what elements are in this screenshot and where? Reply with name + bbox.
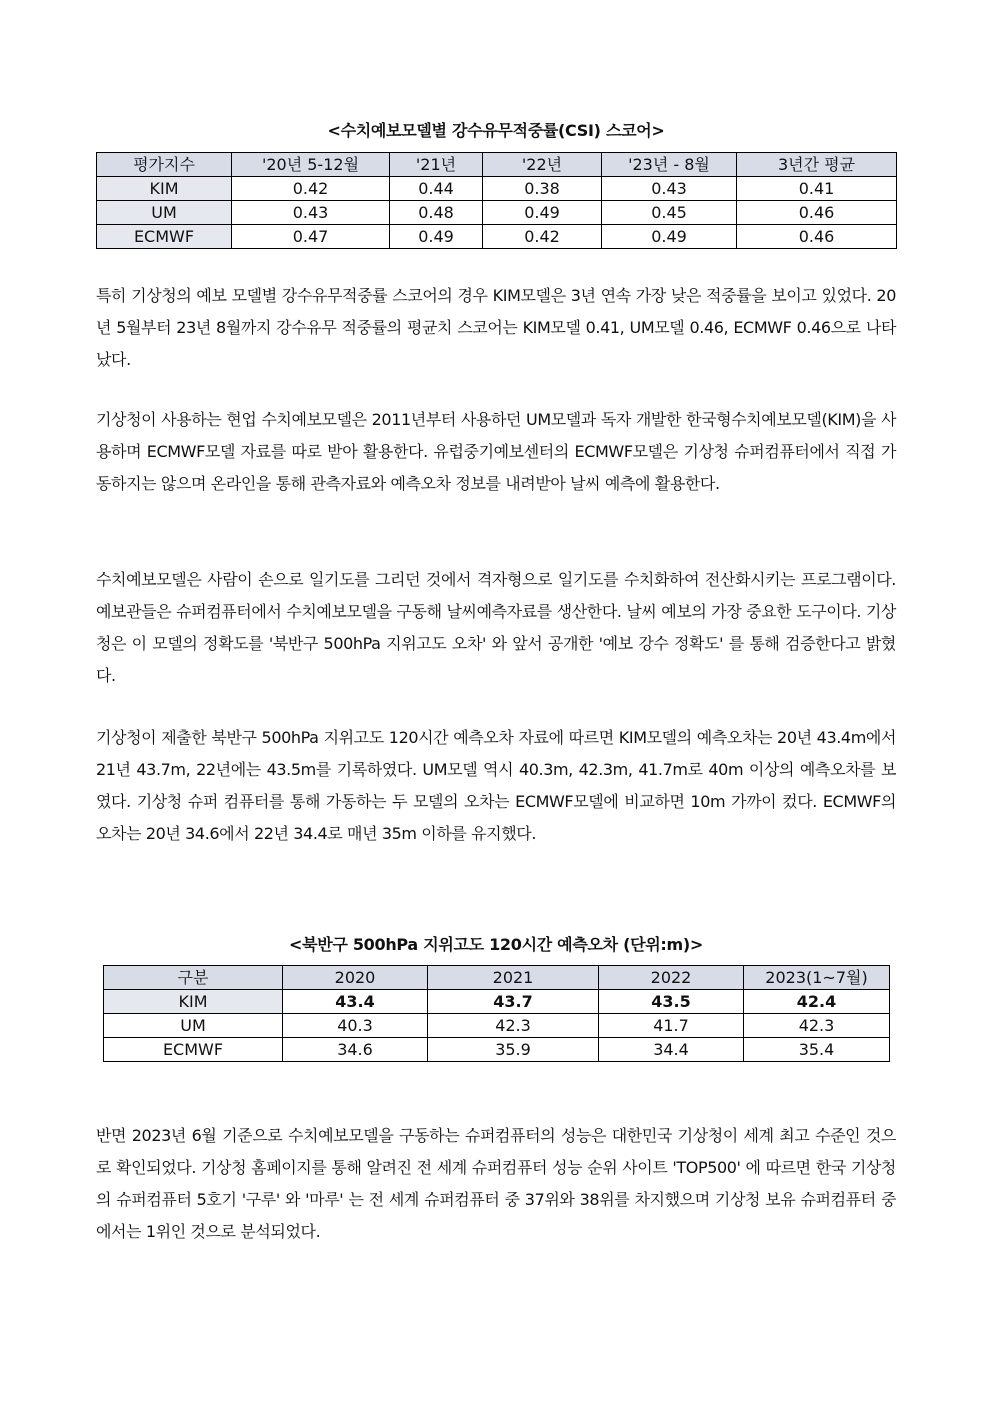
table2-header-cell: 2022 bbox=[599, 966, 744, 990]
table-cell: 0.38 bbox=[483, 177, 602, 201]
table1-header-row bbox=[97, 153, 897, 177]
table-cell: 43.5 bbox=[599, 990, 744, 1014]
table-row bbox=[104, 1038, 890, 1062]
table-row bbox=[104, 990, 890, 1014]
table-cell: 0.42 bbox=[232, 177, 390, 201]
table1-header-cell: 평가지수 bbox=[97, 153, 232, 177]
table-cell: 0.41 bbox=[737, 177, 897, 201]
table-cell: 42.3 bbox=[744, 1014, 890, 1038]
table-row bbox=[97, 177, 897, 201]
table1-header-cell: '23년 - 8월 bbox=[602, 153, 737, 177]
table-cell: 0.48 bbox=[390, 201, 483, 225]
table-cell: 0.49 bbox=[390, 225, 483, 249]
table-cell: 42.4 bbox=[744, 990, 890, 1014]
row-label: KIM bbox=[104, 990, 283, 1014]
row-label: UM bbox=[97, 201, 232, 225]
table-cell: 42.3 bbox=[428, 1014, 599, 1038]
row-label: UM bbox=[104, 1014, 283, 1038]
table-row bbox=[97, 225, 897, 249]
table-cell: 41.7 bbox=[599, 1014, 744, 1038]
table-cell: 0.43 bbox=[602, 177, 737, 201]
paragraph-3: 수치예보모델은 사람이 손으로 일기도를 그리던 것에서 격자형으로 일기도를 수치화하여 전산화시키는 프로그램이다. 예보관들은 슈퍼컴퓨터에서 수치예보모델을 구동해 날씨예측자료를 생산한다. 날씨 예보의 가장 중요한 도구이다. 기상청은 이 모델의 정확도를 '북반구 500hPa 지위고도 오차' 와 앞서 공개한 '예보 강수 정확도' 를 통해 검증한다고 밝혔다. bbox=[96, 570, 896, 685]
table2-header-row bbox=[104, 966, 890, 990]
table-cell: 0.46 bbox=[737, 225, 897, 249]
table1-header-cell: '22년 bbox=[483, 153, 602, 177]
table-cell: 0.44 bbox=[390, 177, 483, 201]
table1-header-cell: '21년 bbox=[390, 153, 483, 177]
csi-score-table bbox=[96, 152, 897, 249]
paragraph-4: 기상청이 제출한 북반구 500hPa 지위고도 120시간 예측오차 자료에 따르면 KIM모델의 예측오차는 20년 43.4m에서 21년 43.7m, 22년에는 43.5m를 기록하였다. UM모델 역시 40.3m, 42.3m, 41.7m로 40m 이상의 예측오차를 보였다. 기상청 슈퍼 컴퓨터를 통해 가동하는 두 모델의 오차는 ECMWF모델에 비교하면 10m 가까이 컸다. ECMWF의 오차는 20년 34.6에서 22년 34.4로 매년 35m 이하를 유지했다. bbox=[96, 728, 896, 843]
table2-header-cell: 2021 bbox=[428, 966, 599, 990]
paragraph-2: 기상청이 사용하는 현업 수치예보모델은 2011년부터 사용하던 UM모델과 독자 개발한 한국형수치예보모델(KIM)을 사용하며 ECMWF모델 자료를 따로 받아 활용한다. 유럽중기예보센터의 ECMWF모델은 기상청 슈퍼컴퓨터에서 직접 가동하지는 않으며 온라인을 통해 관측자료와 예측오차 정보를 내려받아 날씨 예측에 활용한다. bbox=[96, 410, 896, 493]
table-cell: 43.7 bbox=[428, 990, 599, 1014]
table-cell: 35.4 bbox=[744, 1038, 890, 1062]
row-label: ECMWF bbox=[104, 1038, 283, 1062]
table1-caption: <수치예보모델별 강수유무적중률(CSI) 스코어> bbox=[327, 121, 665, 140]
table2-header-cell: 2020 bbox=[283, 966, 428, 990]
table-row bbox=[104, 1014, 890, 1038]
table2-caption: <북반구 500hPa 지위고도 120시간 예측오차 (단위:m)> bbox=[289, 935, 703, 954]
table-cell: 34.6 bbox=[283, 1038, 428, 1062]
row-label: KIM bbox=[97, 177, 232, 201]
table-cell: 40.3 bbox=[283, 1014, 428, 1038]
table-cell: 0.47 bbox=[232, 225, 390, 249]
table-cell: 0.46 bbox=[737, 201, 897, 225]
table-cell: 35.9 bbox=[428, 1038, 599, 1062]
geopotential-error-table bbox=[103, 965, 890, 1062]
table1-header-cell: '20년 5-12월 bbox=[232, 153, 390, 177]
paragraph-1: 특히 기상청의 예보 모델별 강수유무적중률 스코어의 경우 KIM모델은 3년 연속 가장 낮은 적중률을 보이고 있었다. 20년 5월부터 23년 8월까지 강수유무 적중률의 평균치 스코어는 KIM모델 0.41, UM모델 0.46, ECMWF 0.46으로 나타났다. bbox=[96, 286, 896, 369]
table-cell: 34.4 bbox=[599, 1038, 744, 1062]
table2-header-cell: 구분 bbox=[104, 966, 283, 990]
table-cell: 0.49 bbox=[602, 225, 737, 249]
row-label: ECMWF bbox=[97, 225, 232, 249]
table-cell: 0.45 bbox=[602, 201, 737, 225]
paragraph-5: 반면 2023년 6월 기준으로 수치예보모델을 구동하는 슈퍼컴퓨터의 성능은 대한민국 기상청이 세계 최고 수준인 것으로 확인되었다. 기상청 홈페이지를 통해 알려진 전 세계 슈퍼컴퓨터 성능 순위 사이트 'TOP500' 에 따르면 한국 기상청의 슈퍼컴퓨터 5호기 '구루' 와 '마루' 는 전 세계 슈퍼컴퓨터 중 37위와 38위를 차지했으며 기상청 보유 슈퍼컴퓨터 중에서는 1위인 것으로 분석되었다. bbox=[96, 1126, 896, 1241]
table-row bbox=[97, 201, 897, 225]
table-cell: 0.43 bbox=[232, 201, 390, 225]
table1-header-cell: 3년간 평균 bbox=[737, 153, 897, 177]
table-cell: 43.4 bbox=[283, 990, 428, 1014]
table-cell: 0.49 bbox=[483, 201, 602, 225]
table2-header-cell: 2023(1~7월) bbox=[744, 966, 890, 990]
table-cell: 0.42 bbox=[483, 225, 602, 249]
